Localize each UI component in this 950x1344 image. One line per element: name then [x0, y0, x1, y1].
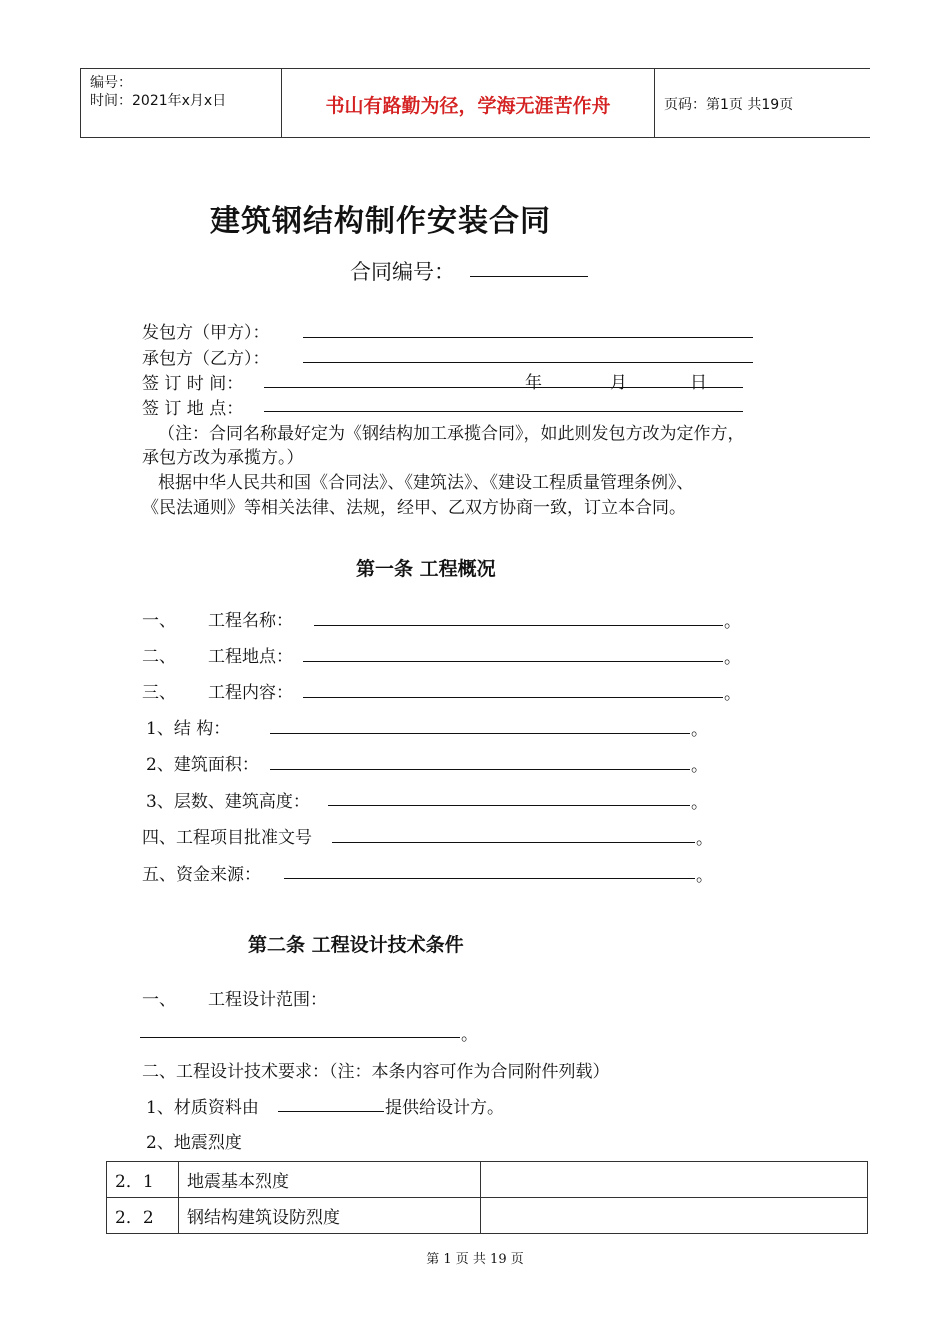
row-number: 2．1 — [107, 1162, 179, 1198]
note-line-2: 承包方改为承揽方。） — [142, 448, 304, 468]
structure-label: 1、结 构： — [146, 719, 231, 739]
header-motto: 书山有路勤为径，学海无涯苦作舟 — [325, 95, 611, 117]
period-mark: 。 — [461, 1025, 478, 1045]
period-mark: 。 — [691, 756, 708, 776]
period-mark: 。 — [724, 684, 741, 704]
project-name-blank — [314, 625, 723, 626]
period-mark: 。 — [724, 612, 741, 632]
sign-time-label: 签 订 时 间： — [142, 374, 244, 394]
note-line-1: （注：合同名称最好定为《钢结构加工承揽合同》，如此则发包方改为定作方， — [158, 424, 745, 444]
sign-place-blank — [264, 411, 743, 412]
row-label: 地震基本烈度 — [179, 1162, 481, 1198]
design-item-1-number: 一、 — [142, 990, 176, 1010]
section-1-title: 第一条 工程概况 — [356, 558, 496, 580]
design-scope-label: 工程设计范围： — [208, 990, 327, 1010]
sign-time-blank — [264, 387, 743, 388]
header-divider — [80, 69, 81, 137]
preamble-line-2: 《民法通则》等相关法律、法规，经甲、乙双方协商一致，订立本合同。 — [142, 498, 686, 518]
contract-number-blank — [470, 276, 588, 277]
funding-source-label: 五、资金来源： — [142, 865, 261, 885]
project-location-blank — [303, 661, 723, 662]
page-footer: 第 1 页 共 19 页 — [426, 1252, 524, 1267]
period-mark: 。 — [696, 866, 713, 886]
table-row — [107, 1162, 868, 1198]
building-area-label: 2、建筑面积： — [146, 755, 259, 775]
section-2-title: 第二条 工程设计技术条件 — [248, 934, 464, 956]
design-requirements-label: 二、工程设计技术要求：（注：本条内容可作为合同附件列载） — [142, 1062, 610, 1082]
item-3-number: 三、 — [142, 683, 176, 703]
doc-number: 编号： — [90, 75, 132, 91]
document-title: 建筑钢结构制作安装合同 — [210, 204, 551, 239]
project-location-label: 工程地点： — [208, 647, 293, 667]
row-value — [481, 1198, 868, 1234]
project-content-label: 工程内容： — [208, 683, 293, 703]
year-label: 年 — [525, 373, 542, 393]
period-mark: 。 — [724, 648, 741, 668]
approval-number-label: 四、工程项目批准文号 — [142, 828, 312, 848]
header-page-number: 页码：第1页 共19页 — [664, 97, 794, 113]
seismic-intensity-label: 2、地震烈度 — [146, 1133, 242, 1153]
building-area-blank — [270, 769, 690, 770]
item-1-number: 一、 — [142, 611, 176, 631]
floors-height-label: 3、层数、建筑高度： — [146, 792, 310, 812]
contractor-label: 承包方（乙方）： — [142, 349, 270, 369]
design-scope-blank — [140, 1037, 460, 1038]
item-2-number: 二、 — [142, 647, 176, 667]
row-number: 2．2 — [107, 1198, 179, 1234]
period-mark: 。 — [691, 793, 708, 813]
client-blank — [303, 337, 753, 338]
period-mark: 。 — [696, 829, 713, 849]
preamble-line-1: 根据中华人民共和国《合同法》、《建筑法》、《建设工程质量管理条例》、 — [158, 473, 694, 493]
row-label: 钢结构建筑设防烈度 — [179, 1198, 481, 1234]
row-value — [481, 1162, 868, 1198]
project-content-blank — [303, 697, 723, 698]
day-label: 日 — [690, 373, 707, 393]
seismic-table — [106, 1161, 868, 1234]
header-divider — [654, 69, 655, 137]
month-label: 月 — [610, 373, 627, 393]
floors-height-blank — [328, 805, 690, 806]
material-provider-blank — [278, 1111, 384, 1112]
contractor-blank — [303, 362, 753, 363]
page-header — [80, 68, 870, 138]
project-name-label: 工程名称： — [208, 611, 293, 631]
doc-time: 时间：2021年x月x日 — [90, 93, 227, 109]
approval-number-blank — [332, 842, 695, 843]
contract-number-label: 合同编号： — [350, 260, 455, 284]
material-info-label: 1、材质资料由 — [146, 1098, 259, 1118]
sign-place-label: 签 订 地 点： — [142, 399, 244, 419]
table-row — [107, 1198, 868, 1234]
funding-source-blank — [284, 878, 695, 879]
period-mark: 。 — [691, 720, 708, 740]
client-label: 发包方（甲方）： — [142, 323, 270, 343]
structure-blank — [270, 733, 690, 734]
material-info-suffix: 提供给设计方。 — [385, 1098, 504, 1118]
